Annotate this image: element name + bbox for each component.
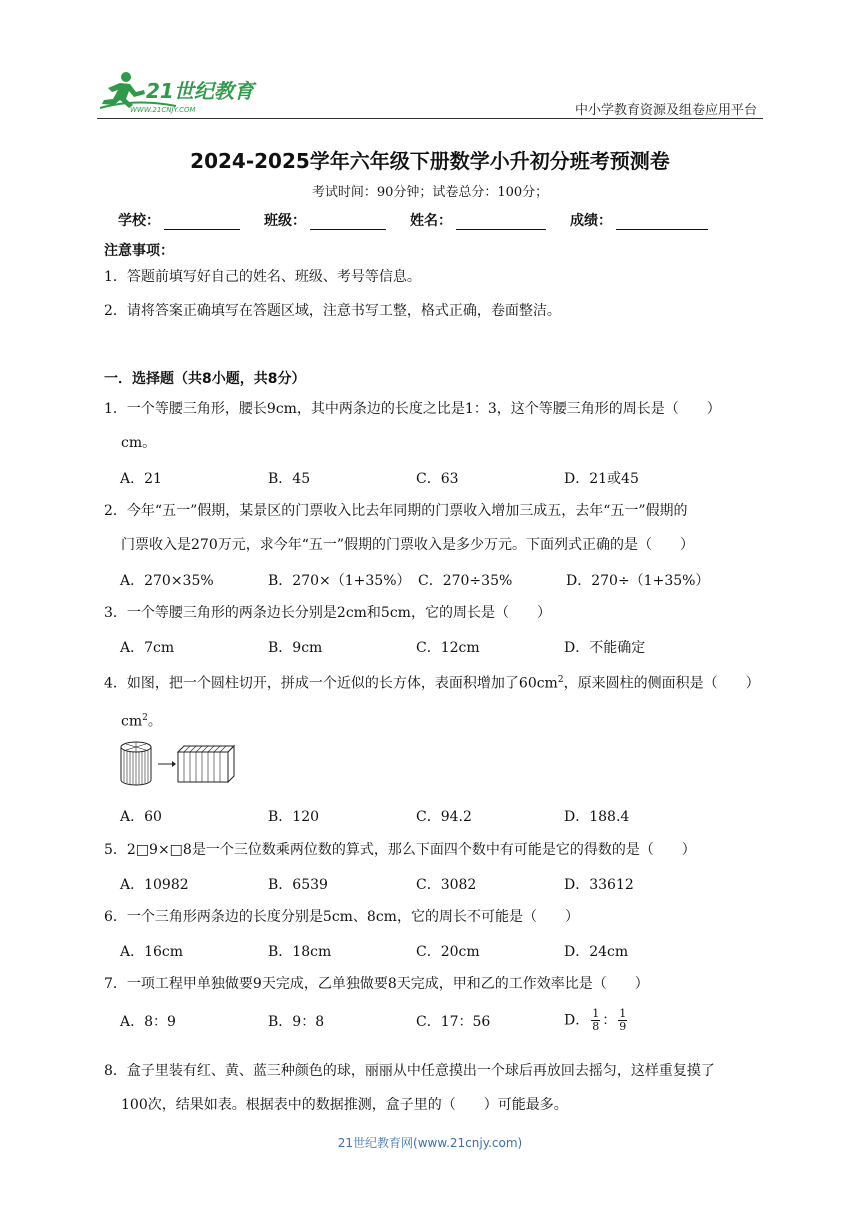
option-b[interactable]: B．120: [268, 809, 320, 825]
options-q5: [120, 874, 712, 894]
question-text: 2．今年“五一”假期，某景区的门票收入比去年同期的门票收入增加三成五，去年“五一”假期的: [104, 503, 688, 519]
option-a[interactable]: A．270×35%: [120, 573, 214, 589]
question-4: [104, 670, 760, 731]
question-text: 8．盒子里装有红、黄、蓝三种颜色的球，丽丽从中任意摸出一个球后再放回去摇匀，这样重复摸了: [104, 1063, 715, 1079]
question-text-cont: 门票收入是270万元，求今年“五一”假期的门票收入是多少万元。下面列式正确的是（ ）: [121, 537, 695, 553]
option-d[interactable]: D．270÷（1+35%）: [566, 573, 710, 589]
option-a[interactable]: A．8：9: [120, 1013, 176, 1030]
name-label: 姓名：: [410, 213, 452, 229]
option-b[interactable]: B．45: [268, 471, 311, 487]
question-text: 5．2□9×□8是一个三位数乘两位数的算式，那么下面四个数中有可能是它的得数的是（ ）: [104, 842, 696, 858]
platform-label: 中小学教育资源及组卷应用平台: [574, 103, 757, 118]
option-a[interactable]: A．60: [120, 809, 162, 825]
notice-item: 1．答题前填写好自己的姓名、班级、考号等信息。: [104, 269, 421, 285]
school-field[interactable]: [118, 210, 240, 230]
question-text: 3．一个等腰三角形的两条边长分别是2cm和5cm，它的周长是（ ）: [104, 605, 551, 621]
option-b[interactable]: B．270×（1+35%）: [268, 573, 411, 589]
fraction-1-9: $\frac{1}{9}$: [619, 1007, 627, 1033]
option-b[interactable]: B．6539: [268, 877, 328, 893]
school-label: 学校：: [118, 213, 160, 229]
class-blank[interactable]: [310, 213, 386, 230]
question-text-cont: $cm^2$。: [121, 712, 162, 730]
fraction-1-8: $\frac{1}{8}$: [592, 1007, 600, 1033]
notice-item: 2．请将答案正确填写在答题区域，注意书写工整，格式正确，卷面整洁。: [104, 303, 561, 319]
question-text: 4．如图，把一个圆柱切开，拼成一个近似的长方体，表面积增加了$60cm^2$，原来圆柱的侧面积是（ ）: [104, 675, 760, 692]
logo-text: 21世纪教育: [146, 79, 254, 103]
option-c[interactable]: C．63: [416, 471, 459, 487]
option-c[interactable]: C．94.2: [416, 809, 472, 825]
question-1: [104, 399, 760, 453]
question-8: [104, 1061, 760, 1115]
option-d[interactable]: D．21或45: [564, 471, 639, 487]
question-5: [104, 840, 760, 860]
option-d[interactable]: D．33612: [564, 877, 634, 893]
option-a[interactable]: A．21: [120, 471, 162, 487]
logo: [96, 68, 266, 114]
cylinder-to-cuboid-diagram: [118, 740, 238, 788]
option-d[interactable]: D．188.4: [564, 809, 630, 825]
school-blank[interactable]: [164, 213, 240, 230]
question-2: [104, 501, 760, 555]
student-info-row: [118, 210, 724, 230]
footer-link[interactable]: 21世纪教育网(www.21cnjy.com): [337, 1136, 523, 1150]
option-d[interactable]: D．不能确定: [564, 640, 646, 656]
option-c[interactable]: C．270÷35%: [418, 573, 513, 589]
cylinder-figure: [118, 740, 238, 792]
option-a[interactable]: A．16cm: [120, 944, 184, 960]
options-q6: [120, 941, 712, 961]
options-q7: [120, 1008, 712, 1033]
option-c[interactable]: C．3082: [416, 877, 477, 893]
question-7: [104, 974, 760, 994]
score-label: 成绩：: [570, 213, 612, 229]
option-d[interactable]: D．24cm: [564, 944, 629, 960]
question-text-cont: cm。: [121, 435, 157, 451]
options-q3: [120, 637, 712, 657]
name-field[interactable]: [410, 210, 546, 230]
option-b[interactable]: B．18cm: [268, 944, 332, 960]
option-c[interactable]: C．17：56: [416, 1013, 491, 1030]
option-d-label: D．: [564, 1012, 590, 1029]
option-b[interactable]: B．9：8: [268, 1013, 325, 1030]
option-c[interactable]: C．20cm: [416, 944, 480, 960]
question-text: 1．一个等腰三角形，腰长9cm，其中两条边的长度之比是1：3，这个等腰三角形的周长是（ ）: [104, 401, 721, 417]
question-text: 6．一个三角形两条边的长度分别是5cm、8cm，它的周长不可能是（ ）: [104, 909, 579, 925]
class-label: 班级：: [264, 213, 306, 229]
section-title: 一．选择题（共8小题，共8分）: [104, 371, 306, 387]
options-q4: [120, 806, 712, 826]
option-a[interactable]: A．10982: [120, 877, 189, 893]
page-title: 2024-2025学年六年级下册数学小升初分班考预测卷: [190, 149, 670, 173]
name-blank[interactable]: [456, 213, 546, 230]
notice-title: 注意事项：: [104, 243, 174, 259]
score-blank[interactable]: [616, 213, 708, 230]
option-c[interactable]: C．12cm: [416, 640, 480, 656]
logo-url: WWW.21CNJY.COM: [130, 106, 196, 114]
option-b[interactable]: B．9cm: [268, 640, 323, 656]
options-q2: [120, 570, 714, 590]
option-d[interactable]: D． $\frac{1}{8}$ ： $\frac{1}{9}$: [564, 1007, 627, 1033]
option-a[interactable]: A．7cm: [120, 640, 175, 656]
question-text: 7．一项工程甲单独做要9天完成，乙单独做要8天完成，甲和乙的工作效率比是（ ）: [104, 976, 649, 992]
class-field[interactable]: [264, 210, 386, 230]
question-3: [104, 603, 760, 623]
header-divider: [97, 118, 763, 119]
question-6: [104, 907, 760, 927]
score-field[interactable]: [570, 210, 708, 230]
question-text-cont: 100次，结果如表。根据表中的数据推测，盒子里的（ ）可能最多。: [121, 1097, 568, 1113]
exam-info: 考试时间：90分钟；试卷总分：100分；: [311, 185, 549, 200]
logo-icon: [96, 68, 266, 114]
options-q1: [120, 468, 712, 488]
